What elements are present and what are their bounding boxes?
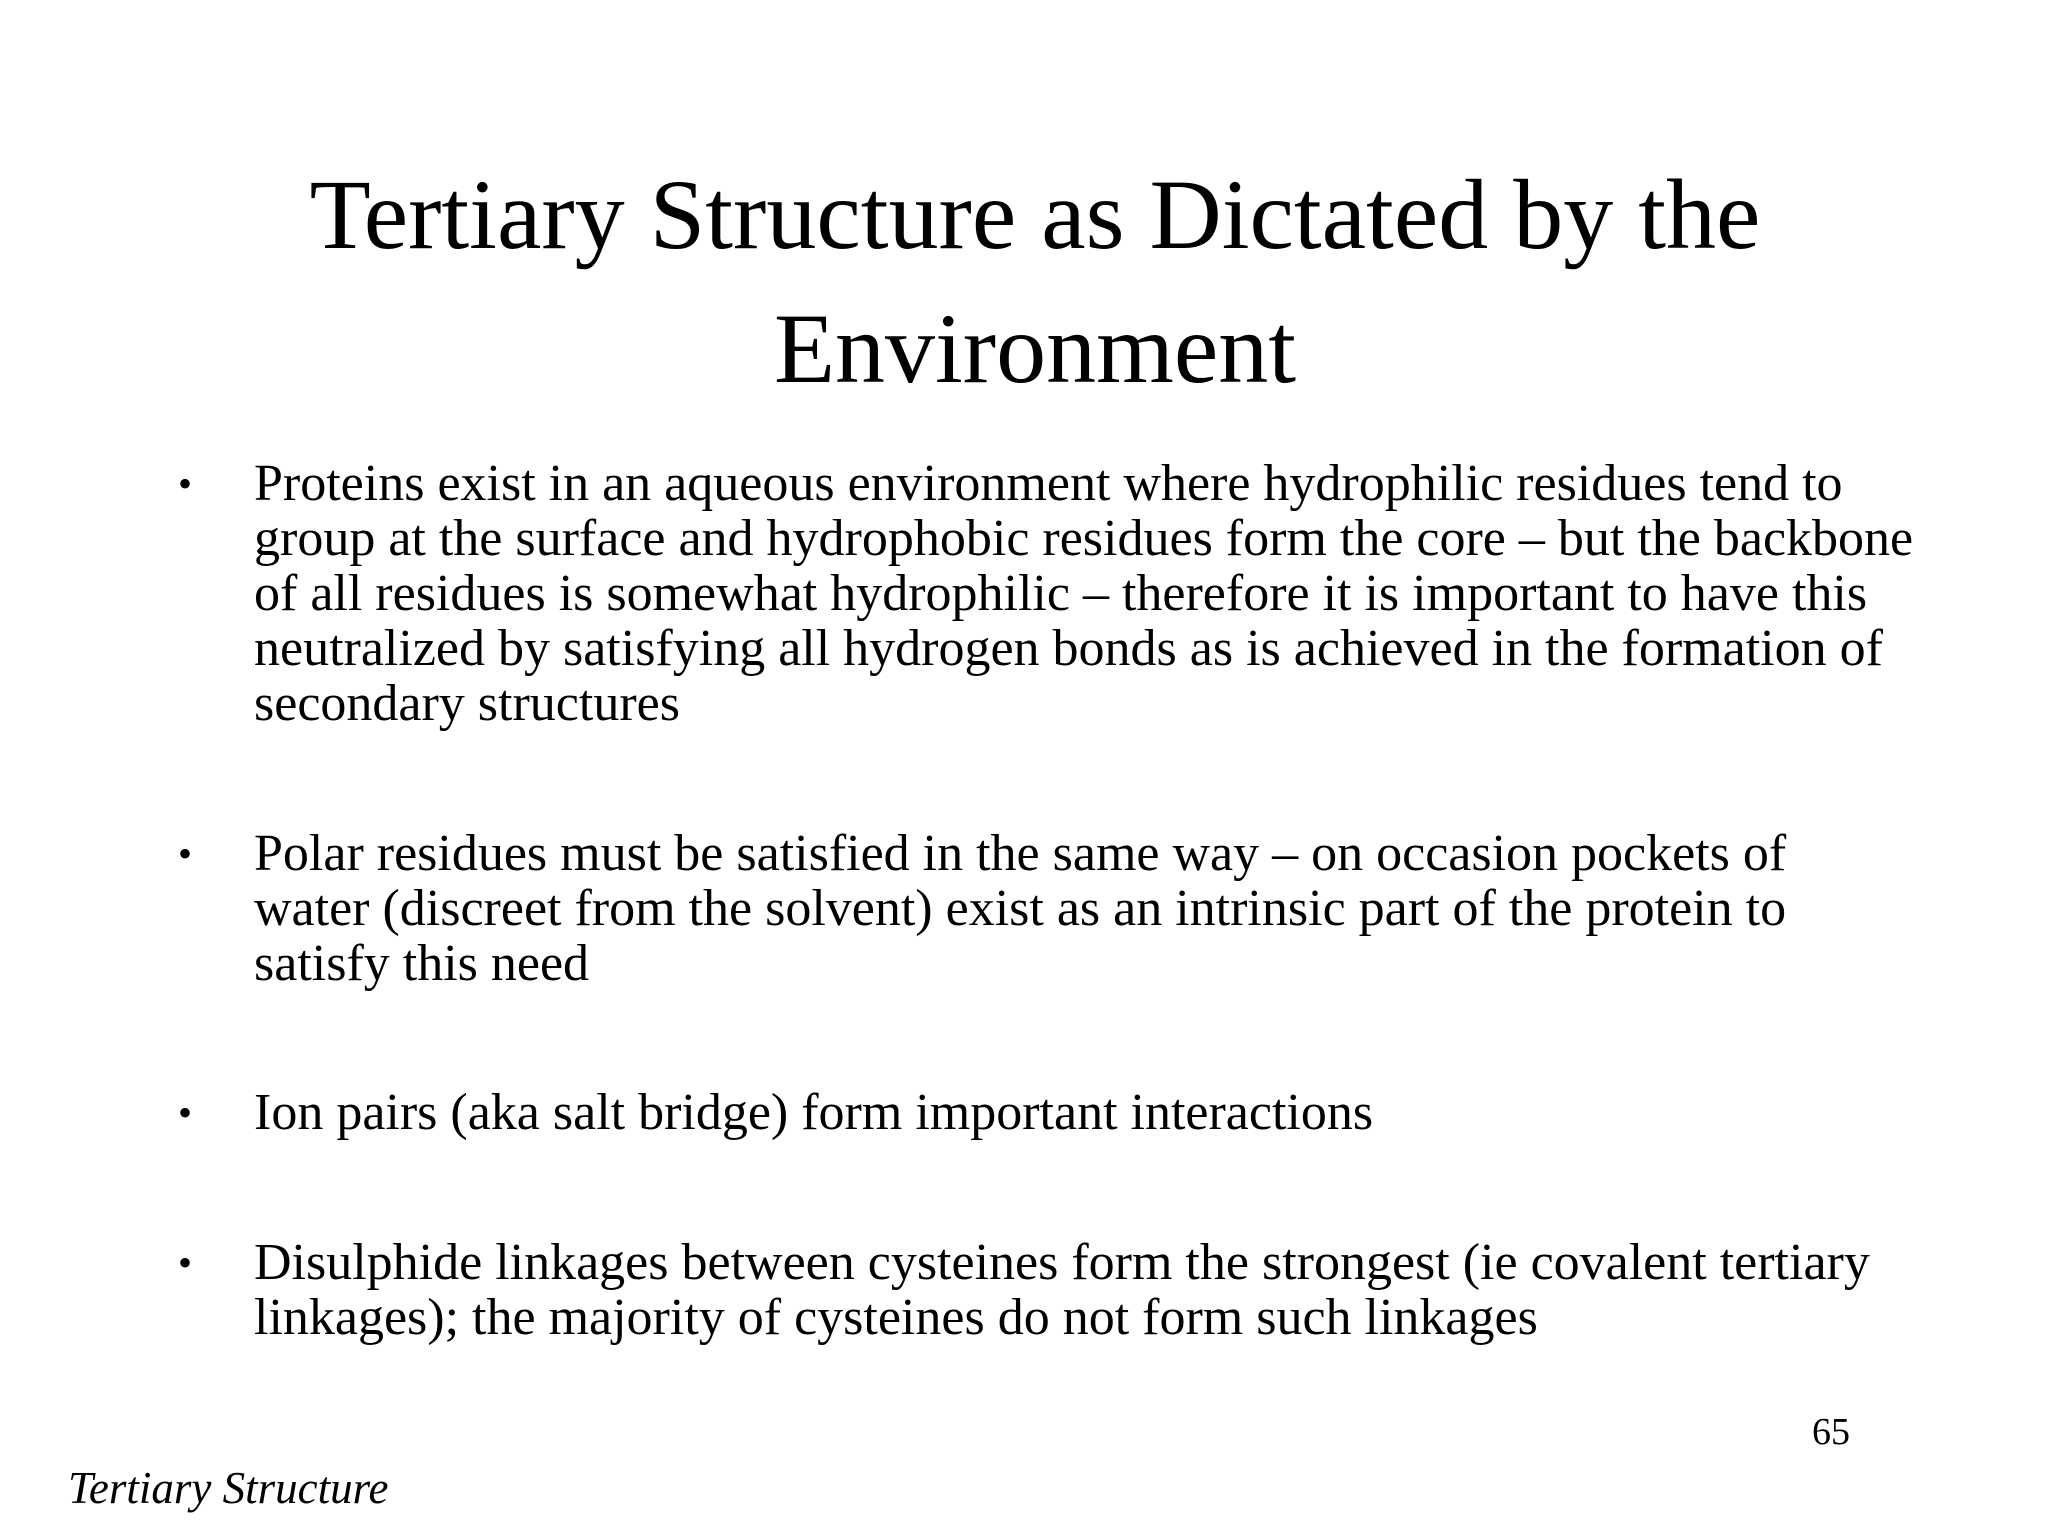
bullet-text: Ion pairs (aka salt bridge) form important interactions bbox=[254, 1084, 1374, 1141]
bullet-text: Proteins exist in an aqueous environment where hydrophilic residues tend to group at the surface and hydrophobic residues form the core – but the backbone of all residues is somewhat hydrophilic – therefore it is important to have this neutralized by satisfying all hydrogen bonds as is achieved in the formation of secondary structures bbox=[254, 455, 1914, 732]
footer-label: Tertiary Structure bbox=[68, 1463, 389, 1513]
bullet-text: Disulphide linkages between cysteines form the strongest (ie covalent tertiary linkages); the majority of cysteines do not form such linkages bbox=[254, 1234, 1870, 1346]
bullet-marker: • bbox=[178, 1240, 193, 1285]
bullet-text: Polar residues must be satisfied in the same way – on occasion pockets of water (discreet from the solvent) exist as an intrinsic part of the protein to satisfy this need bbox=[254, 825, 1787, 992]
slide-title: Tertiary Structure as Dictated by the Environment bbox=[309, 159, 1761, 404]
page-number: 65 bbox=[1812, 1411, 1850, 1453]
bullet-marker: • bbox=[178, 1090, 193, 1135]
bullet-marker: • bbox=[178, 461, 193, 506]
bullet-marker: • bbox=[178, 831, 193, 876]
